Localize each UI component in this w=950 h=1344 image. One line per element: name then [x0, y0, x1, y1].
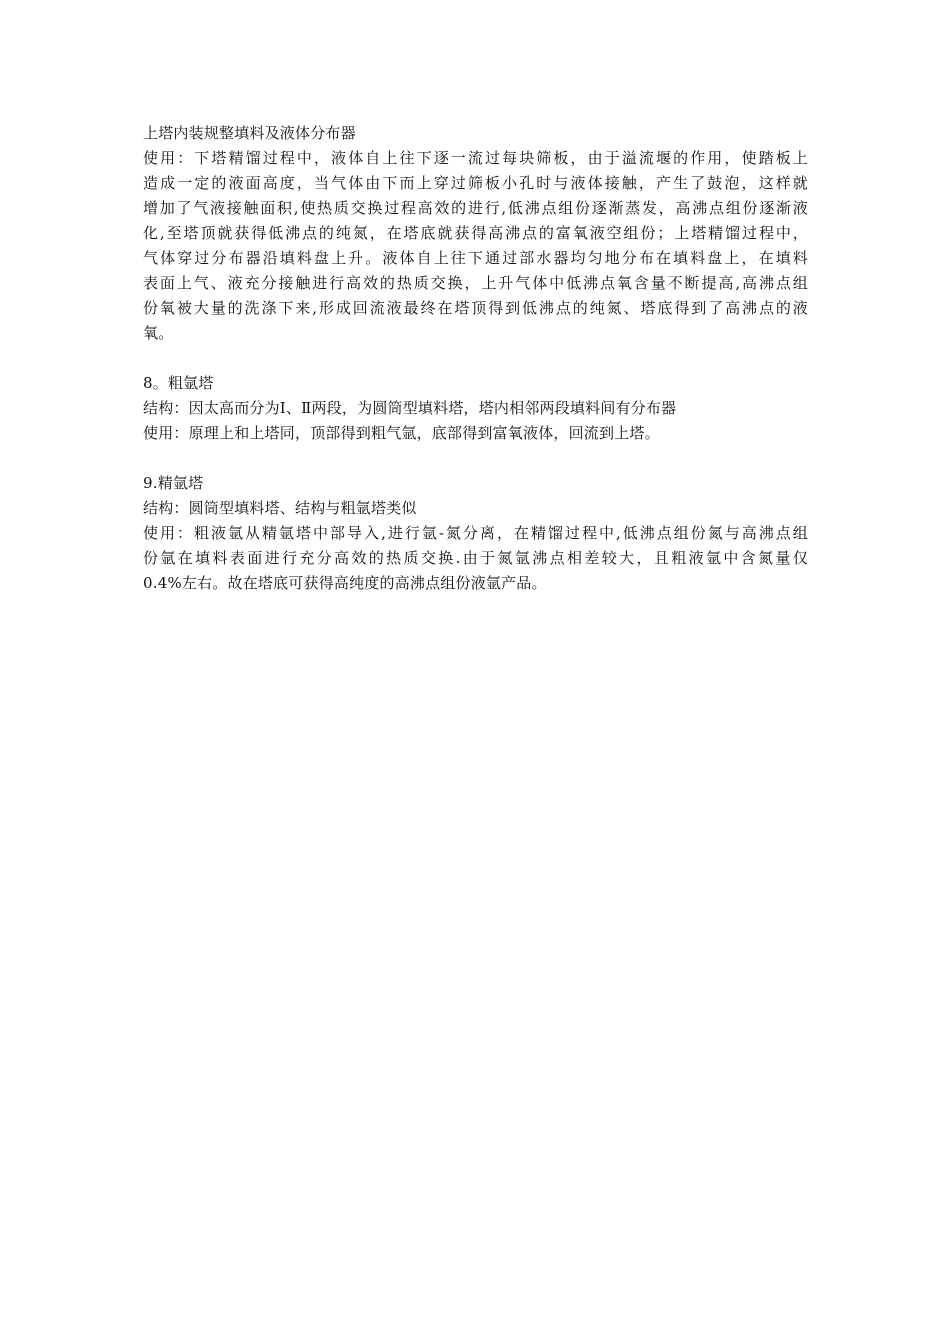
- pure-argon-usage-line: 使用：粗液氩从精氩塔中部导入,进行氩-氮分离，在精馏过程中,低沸点组份氮与高沸点组: [143, 524, 808, 542]
- section-pure-argon: [143, 471, 808, 596]
- upper-tower-usage-line: 份氧被大量的洗涤下来,形成回流液最终在塔顶得到低沸点的纯氮、塔底得到了高沸点的液: [143, 299, 808, 317]
- pure-argon-usage-line: 0.4%左右。故在塔底可获得高纯度的高沸点组份液氩产品。: [143, 574, 547, 592]
- upper-tower-usage-line: 使用：下塔精馏过程中，液体自上往下逐一流过每块筛板，由于溢流堰的作用，使踏板上: [143, 149, 808, 167]
- pure-argon-usage-line: 份氩在填料表面进行充分高效的热质交换.由于氮氩沸点相差较大，且粗液氩中含氮量仅: [143, 549, 808, 567]
- upper-tower-heading: 上塔内装规整填料及液体分布器: [143, 124, 356, 142]
- paragraph-gap: [143, 446, 808, 471]
- upper-tower-usage-line: 氧。: [143, 324, 174, 342]
- upper-tower-usage-line: 造成一定的液面高度，当气体由下而上穿过筛板小孔时与液体接触，产生了鼓泡，这样就: [143, 174, 808, 192]
- crude-argon-structure: 结构：因太高而分为Ⅰ、Ⅱ两段，为圆筒型填料塔，塔内相邻两段填料间有分布器: [143, 399, 677, 417]
- pure-argon-heading: 9.精氩塔: [143, 474, 204, 492]
- crude-argon-usage: 使用：原理上和上塔同，顶部得到粗气氩，底部得到富氧液体，回流到上塔。: [143, 424, 660, 442]
- crude-argon-heading: 8。粗氩塔: [143, 374, 214, 392]
- pure-argon-structure: 结构：圆筒型填料塔、结构与粗氩塔类似: [143, 499, 417, 517]
- upper-tower-usage-line: 气体穿过分布器沿填料盘上升。液体自上往下通过部水器均匀地分布在填料盘上，在填料: [143, 249, 808, 267]
- upper-tower-usage-line: 化,至塔顶就获得低沸点的纯氮，在塔底就获得高沸点的富氧液空组份；上塔精馏过程中，: [143, 224, 808, 242]
- section-crude-argon: [143, 371, 808, 446]
- upper-tower-usage-line: 增加了气液接触面积,使热质交换过程高效的进行,低沸点组份逐渐蒸发，高沸点组份逐渐液: [143, 199, 808, 217]
- upper-tower-usage-line: 表面上气、液充分接触进行高效的热质交换，上升气体中低沸点氧含量不断提高,高沸点组: [143, 274, 808, 292]
- document-body: [143, 121, 808, 596]
- section-upper-tower: [143, 121, 808, 346]
- paragraph-gap: [143, 346, 808, 371]
